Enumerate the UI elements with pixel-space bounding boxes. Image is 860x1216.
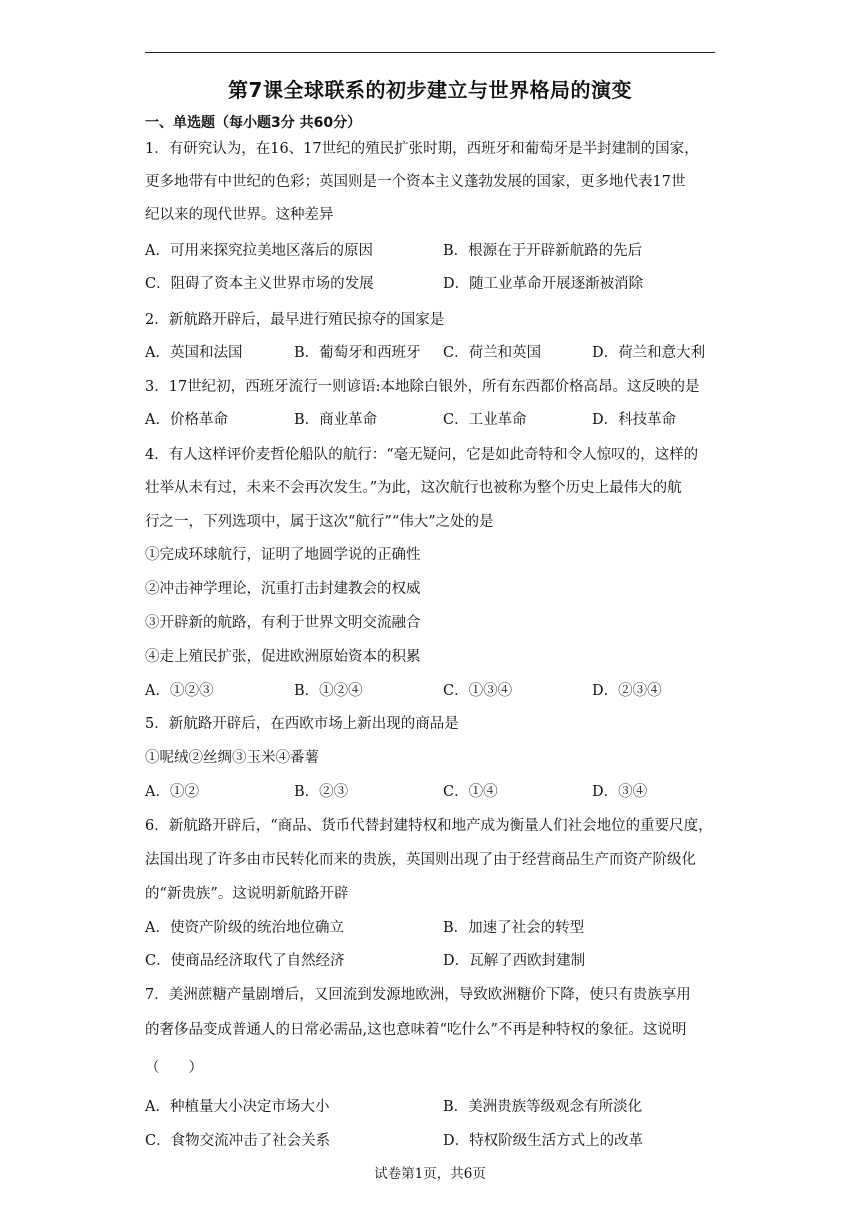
q1-option-c: C．阻碍了资本主义世界市场的发展 xyxy=(145,276,374,292)
q2-option-d: D．荷兰和意大利 xyxy=(592,345,706,361)
q4-statement-4: ④走上殖民扩张，促进欧洲原始资本的积累 xyxy=(145,649,421,665)
q3-option-d: D．科技革命 xyxy=(592,412,677,428)
q5-option-b: B．②③ xyxy=(294,784,349,800)
q3-line-1: 3．17世纪初，西班牙流行一则谚语:本地除白银外，所有东西都价格高昂。这反映的是 xyxy=(145,379,700,395)
q4-statement-2: ②冲击神学理论，沉重打击封建教会的权威 xyxy=(145,581,421,597)
q4-option-a: A．①②③ xyxy=(145,683,214,699)
q6-line-2: 法国出现了许多由市民转化而来的贵族，英国则出现了由于经营商品生产而资产阶级化 xyxy=(145,852,696,868)
q2-line-1: 2．新航路开辟后，最早进行殖民掠夺的国家是 xyxy=(145,312,445,328)
q5-line-1: 5．新航路开辟后，在西欧市场上新出现的商品是 xyxy=(145,716,459,732)
q2-option-c: C．荷兰和英国 xyxy=(443,345,542,361)
q6-option-c: C．使商品经济取代了自然经济 xyxy=(145,953,345,969)
q7-option-c: C．食物交流冲击了社会关系 xyxy=(145,1133,331,1149)
q4-statement-1: ①完成环球航行，证明了地圆学说的正确性 xyxy=(145,547,421,563)
q7-option-a: A．种植量大小决定市场大小 xyxy=(145,1099,330,1115)
page-title: 第7课全球联系的初步建立与世界格局的演变 xyxy=(228,78,632,102)
q6-line-3: 的“新贵族”。这说明新航路开辟 xyxy=(145,886,349,902)
q7-answer-blank: （ ） xyxy=(145,1060,203,1076)
q1-line-3: 纪以来的现代世界。这种差异 xyxy=(145,207,334,223)
q2-option-b: B．葡萄牙和西班牙 xyxy=(294,345,421,361)
q1-option-a: A．可用来探究拉美地区落后的原因 xyxy=(145,243,373,259)
q1-line-1: 1．有研究认为，在16、17世纪的殖民扩张时期，西班牙和葡萄牙是半封建制的国家， xyxy=(145,141,699,157)
q6-line-1: 6．新航路开辟后，“商品、货币代替封建特权和地产成为衡量人们社会地位的重要尺度， xyxy=(145,818,713,834)
q4-line-2: 壮举从未有过，未来不会再次发生。”为此，这次航行也被称为整个历史上最伟大的航 xyxy=(145,480,682,496)
q5-option-d: D．③④ xyxy=(592,784,648,800)
q4-option-c: C．①③④ xyxy=(443,683,513,699)
q1-option-d: D．随工业革命开展逐渐被消除 xyxy=(443,276,644,292)
q7-option-b: B．美洲贵族等级观念有所淡化 xyxy=(443,1099,643,1115)
q4-statement-3: ③开辟新的航路，有利于世界文明交流融合 xyxy=(145,615,421,631)
q7-line-2: 的奢侈品变成普通人的日常必需品,这也意味着“吃什么”不再是种特权的象征。这说明 xyxy=(145,1022,687,1038)
q5-option-c: C．①④ xyxy=(443,784,498,800)
q2-option-a: A．英国和法国 xyxy=(145,345,243,361)
q1-line-2: 更多地带有中世纪的色彩；英国则是一个资本主义蓬勃发展的国家，更多地代表17世 xyxy=(145,174,686,190)
q4-line-1: 4．有人这样评价麦哲伦船队的航行：“毫无疑问，它是如此奇特和令人惊叹的，这样的 xyxy=(145,447,699,463)
q4-option-d: D．②③④ xyxy=(592,683,662,699)
q7-option-d: D．特权阶级生活方式上的改革 xyxy=(443,1133,644,1149)
page-footer: 试卷第1页，共6页 xyxy=(374,1166,486,1182)
q3-option-a: A．价格革命 xyxy=(145,412,228,428)
q7-line-1: 7．美洲蔗糖产量剧增后，又回流到发源地欧洲，导致欧洲糖价下降，使只有贵族享用 xyxy=(145,987,691,1003)
q3-option-c: C．工业革命 xyxy=(443,412,527,428)
q6-option-d: D．瓦解了西欧封建制 xyxy=(443,953,586,969)
section-heading: 一、单选题（每小题3分 共60分） xyxy=(145,115,362,131)
q3-option-b: B．商业革命 xyxy=(294,412,378,428)
q5-option-a: A．①② xyxy=(145,784,199,800)
header-rule xyxy=(145,52,715,53)
q6-option-b: B．加速了社会的转型 xyxy=(443,920,585,936)
q6-option-a: A．使资产阶级的统治地位确立 xyxy=(145,920,344,936)
q5-statement: ①呢绒②丝绸③玉米④番薯 xyxy=(145,750,319,766)
q4-option-b: B．①②④ xyxy=(294,683,363,699)
q1-option-b: B．根源在于开辟新航路的先后 xyxy=(443,243,643,259)
q4-line-3: 行之一，下列选项中，属于这次“航行”“伟大”之处的是 xyxy=(145,514,494,530)
